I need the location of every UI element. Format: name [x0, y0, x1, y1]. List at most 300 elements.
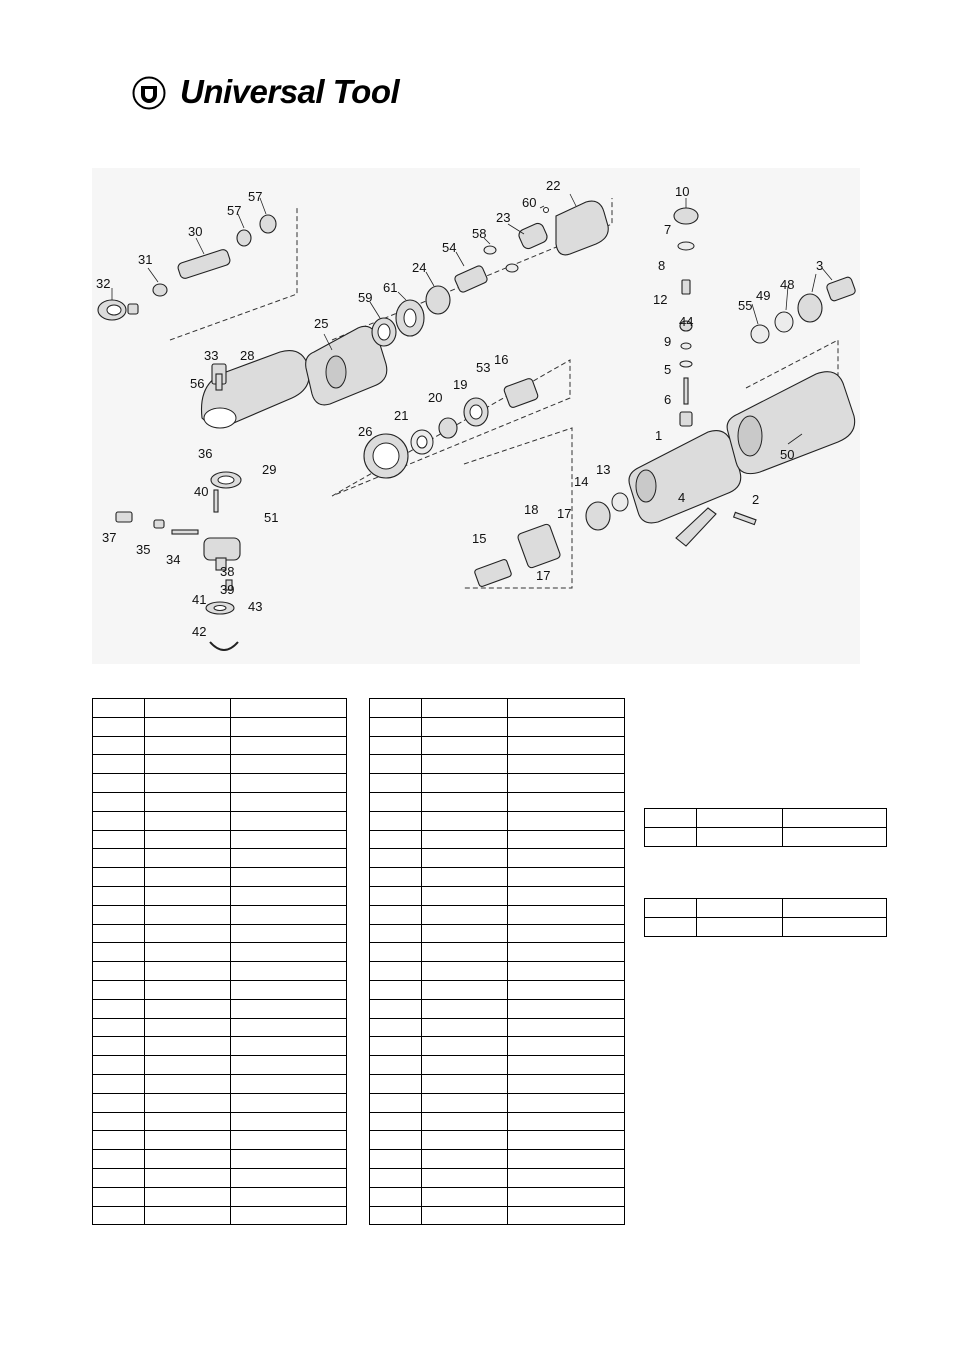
part-label: 5 — [664, 362, 672, 377]
table-cell — [231, 980, 347, 999]
table-cell — [231, 1093, 347, 1112]
part-label: 43 — [248, 599, 263, 614]
part-label: 51 — [264, 510, 279, 525]
part-label: 54 — [442, 240, 457, 255]
table-row — [93, 943, 347, 962]
table-cell — [370, 736, 422, 755]
table-row — [370, 1112, 625, 1131]
table-cell — [422, 1093, 508, 1112]
table-cell — [231, 1150, 347, 1169]
table-cell — [231, 962, 347, 981]
table-cell — [370, 980, 422, 999]
table-cell — [93, 699, 145, 718]
part-label: 2 — [752, 492, 760, 507]
table-row — [93, 905, 347, 924]
table-cell — [93, 755, 145, 774]
table-cell — [93, 980, 145, 999]
table-row — [93, 1018, 347, 1037]
part-label: 25 — [314, 316, 329, 331]
table-cell — [508, 999, 625, 1018]
table-row — [370, 1018, 625, 1037]
table-cell — [231, 830, 347, 849]
table-cell — [508, 943, 625, 962]
table-cell — [231, 924, 347, 943]
part-label: 9 — [664, 334, 672, 349]
table-cell — [93, 943, 145, 962]
table-cell — [508, 736, 625, 755]
part-label: 28 — [240, 348, 255, 363]
table-cell — [370, 811, 422, 830]
part-label: 60 — [522, 195, 537, 210]
parts-table-left — [92, 698, 347, 1225]
table-cell — [145, 924, 231, 943]
table-cell — [697, 809, 783, 828]
table-cell — [231, 905, 347, 924]
table-row — [370, 943, 625, 962]
part-label: 56 — [190, 376, 205, 391]
table-row — [93, 1150, 347, 1169]
table-cell — [145, 962, 231, 981]
table-row — [93, 736, 347, 755]
table-row — [370, 962, 625, 981]
table-cell — [93, 1037, 145, 1056]
table-row — [93, 849, 347, 868]
table-cell — [422, 1206, 508, 1225]
table-cell — [231, 1131, 347, 1150]
table-cell — [145, 736, 231, 755]
table-row — [370, 999, 625, 1018]
table-row — [370, 1150, 625, 1169]
table-cell — [508, 755, 625, 774]
table-cell — [422, 886, 508, 905]
table-cell — [508, 717, 625, 736]
table-cell — [231, 999, 347, 1018]
table-row — [370, 755, 625, 774]
table-cell — [231, 1187, 347, 1206]
part-label: 32 — [96, 276, 111, 291]
table-cell — [422, 943, 508, 962]
table-cell — [93, 1093, 145, 1112]
table-cell — [370, 868, 422, 887]
part-label: 29 — [262, 462, 277, 477]
table-cell — [370, 792, 422, 811]
table-cell — [422, 1131, 508, 1150]
part-label: 59 — [358, 290, 373, 305]
table-cell — [422, 1074, 508, 1093]
part-label: 1 — [655, 428, 663, 443]
table-cell — [145, 1187, 231, 1206]
table-cell — [645, 917, 697, 936]
table-cell — [422, 1187, 508, 1206]
table-row — [93, 717, 347, 736]
part-label: 18 — [524, 502, 539, 517]
table-row — [93, 962, 347, 981]
table-row — [370, 774, 625, 793]
table-cell — [145, 849, 231, 868]
table-cell — [145, 1168, 231, 1187]
table-row — [370, 1131, 625, 1150]
table-cell — [145, 1131, 231, 1150]
table-cell — [422, 868, 508, 887]
part-label: 42 — [192, 624, 207, 639]
table-cell — [422, 699, 508, 718]
part-label: 4 — [678, 490, 686, 505]
table-cell — [93, 962, 145, 981]
part-label: 20 — [428, 390, 443, 405]
table-cell — [93, 1056, 145, 1075]
table-cell — [422, 1112, 508, 1131]
table-cell — [508, 905, 625, 924]
table-cell — [145, 1037, 231, 1056]
table-cell — [422, 1168, 508, 1187]
table-cell — [370, 849, 422, 868]
table-cell — [231, 792, 347, 811]
part-label: 55 — [738, 298, 753, 313]
parts-table-small-1 — [644, 808, 887, 847]
table-row — [93, 999, 347, 1018]
table-cell — [231, 736, 347, 755]
part-label: 39 — [220, 582, 235, 597]
table-cell — [422, 924, 508, 943]
part-label: 57 — [248, 189, 263, 204]
table-row — [370, 717, 625, 736]
table-cell — [93, 924, 145, 943]
part-label: 49 — [756, 288, 771, 303]
part-label: 12 — [653, 292, 668, 307]
table-cell — [145, 811, 231, 830]
table-cell — [508, 1131, 625, 1150]
part-callouts — [92, 168, 860, 664]
table-row — [93, 774, 347, 793]
table-row — [93, 1112, 347, 1131]
table-cell — [422, 1150, 508, 1169]
table-row — [93, 1168, 347, 1187]
table-row — [645, 917, 887, 936]
table-row — [93, 755, 347, 774]
table-cell — [422, 792, 508, 811]
table-row — [370, 792, 625, 811]
table-cell — [697, 917, 783, 936]
table-cell — [231, 849, 347, 868]
table-cell — [370, 1056, 422, 1075]
part-label: 41 — [192, 592, 207, 607]
table-cell — [231, 1206, 347, 1225]
table-cell — [508, 811, 625, 830]
part-label: 17 — [536, 568, 551, 583]
table-cell — [231, 1074, 347, 1093]
table-cell — [422, 755, 508, 774]
table-cell — [231, 1112, 347, 1131]
table-cell — [231, 1018, 347, 1037]
table-cell — [145, 1056, 231, 1075]
table-cell — [422, 811, 508, 830]
part-label: 24 — [412, 260, 427, 275]
table-row — [370, 924, 625, 943]
part-label: 21 — [394, 408, 409, 423]
table-cell — [422, 962, 508, 981]
table-row — [370, 736, 625, 755]
table-cell — [370, 1206, 422, 1225]
table-row — [93, 1093, 347, 1112]
table-cell — [370, 830, 422, 849]
table-cell — [93, 999, 145, 1018]
part-label: 57 — [227, 203, 242, 218]
table-cell — [93, 1150, 145, 1169]
table-cell — [422, 736, 508, 755]
table-row — [370, 830, 625, 849]
table-row — [93, 1206, 347, 1225]
table-cell — [231, 1037, 347, 1056]
table-cell — [93, 792, 145, 811]
part-label: 35 — [136, 542, 151, 557]
table-cell — [145, 792, 231, 811]
part-label: 44 — [679, 314, 694, 329]
table-cell — [508, 886, 625, 905]
table-cell — [645, 827, 697, 846]
table-cell — [145, 886, 231, 905]
table-cell — [93, 905, 145, 924]
part-label: 22 — [546, 178, 561, 193]
table-cell — [508, 980, 625, 999]
part-label: 40 — [194, 484, 209, 499]
brand-logo — [132, 72, 452, 112]
table-cell — [645, 899, 697, 918]
table-cell — [231, 755, 347, 774]
table-cell — [697, 827, 783, 846]
table-cell — [145, 1093, 231, 1112]
table-cell — [145, 830, 231, 849]
part-label: 38 — [220, 564, 235, 579]
part-label: 23 — [496, 210, 511, 225]
table-cell — [93, 1168, 145, 1187]
table-cell — [93, 886, 145, 905]
part-label: 17 — [557, 506, 572, 521]
table-cell — [508, 830, 625, 849]
part-label: 3 — [816, 258, 824, 273]
table-cell — [145, 905, 231, 924]
table-cell — [508, 868, 625, 887]
universal-tool-logo-icon — [132, 76, 166, 110]
table-cell — [508, 1112, 625, 1131]
part-label: 61 — [383, 280, 398, 295]
table-cell — [231, 868, 347, 887]
part-label: 37 — [102, 530, 117, 545]
table-cell — [145, 943, 231, 962]
part-label: 48 — [780, 277, 795, 292]
part-label: 58 — [472, 226, 487, 241]
part-label: 53 — [476, 360, 491, 375]
part-label: 14 — [574, 474, 589, 489]
part-label: 50 — [780, 447, 795, 462]
table-cell — [93, 774, 145, 793]
table-row — [93, 1056, 347, 1075]
table-cell — [508, 774, 625, 793]
table-cell — [370, 1150, 422, 1169]
table-cell — [370, 999, 422, 1018]
part-label: 15 — [472, 531, 487, 546]
part-label: 16 — [494, 352, 509, 367]
table-cell — [145, 980, 231, 999]
table-row — [370, 868, 625, 887]
table-cell — [93, 1112, 145, 1131]
table-cell — [370, 699, 422, 718]
table-row — [93, 699, 347, 718]
table-cell — [231, 717, 347, 736]
table-cell — [422, 849, 508, 868]
table-cell — [370, 924, 422, 943]
table-cell — [370, 1187, 422, 1206]
table-cell — [145, 868, 231, 887]
table-cell — [145, 1112, 231, 1131]
table-cell — [231, 811, 347, 830]
table-row — [93, 868, 347, 887]
table-cell — [370, 1018, 422, 1037]
table-cell — [231, 943, 347, 962]
part-label: 8 — [658, 258, 666, 273]
table-cell — [145, 699, 231, 718]
part-label: 36 — [198, 446, 213, 461]
table-cell — [93, 1018, 145, 1037]
table-cell — [370, 905, 422, 924]
table-cell — [93, 1206, 145, 1225]
table-cell — [93, 849, 145, 868]
table-cell — [370, 774, 422, 793]
parts-table-right — [369, 698, 625, 1225]
table-cell — [645, 809, 697, 828]
table-cell — [422, 774, 508, 793]
part-label: 6 — [664, 392, 672, 407]
table-row — [93, 1037, 347, 1056]
table-cell — [508, 1037, 625, 1056]
part-label: 26 — [358, 424, 373, 439]
table-row — [645, 827, 887, 846]
table-row — [370, 849, 625, 868]
table-cell — [422, 980, 508, 999]
part-label: 13 — [596, 462, 611, 477]
table-cell — [231, 1168, 347, 1187]
table-row — [93, 924, 347, 943]
table-cell — [231, 1056, 347, 1075]
table-cell — [370, 943, 422, 962]
table-cell — [783, 827, 887, 846]
table-row — [370, 1074, 625, 1093]
brand-name: Universal Tool — [180, 73, 400, 110]
table-cell — [508, 699, 625, 718]
table-cell — [93, 736, 145, 755]
part-label: 19 — [453, 377, 468, 392]
table-cell — [422, 999, 508, 1018]
table-row — [370, 1168, 625, 1187]
table-cell — [508, 1074, 625, 1093]
table-row — [370, 1056, 625, 1075]
table-row — [370, 980, 625, 999]
table-cell — [231, 699, 347, 718]
part-label: 30 — [188, 224, 203, 239]
table-row — [93, 980, 347, 999]
table-row — [370, 699, 625, 718]
table-cell — [783, 899, 887, 918]
table-cell — [508, 1093, 625, 1112]
table-cell — [508, 1150, 625, 1169]
table-cell — [508, 1187, 625, 1206]
table-cell — [508, 924, 625, 943]
table-cell — [370, 886, 422, 905]
table-cell — [508, 1168, 625, 1187]
table-cell — [422, 1037, 508, 1056]
table-cell — [93, 811, 145, 830]
table-row — [93, 1131, 347, 1150]
table-cell — [422, 1056, 508, 1075]
table-cell — [508, 962, 625, 981]
table-cell — [231, 886, 347, 905]
table-cell — [370, 1131, 422, 1150]
table-cell — [422, 830, 508, 849]
part-label: 34 — [166, 552, 181, 567]
table-cell — [422, 905, 508, 924]
table-row — [370, 905, 625, 924]
table-cell — [370, 755, 422, 774]
table-cell — [93, 717, 145, 736]
table-cell — [145, 717, 231, 736]
table-cell — [93, 830, 145, 849]
table-row — [93, 830, 347, 849]
table-cell — [145, 1206, 231, 1225]
table-cell — [508, 1018, 625, 1037]
table-row — [370, 1187, 625, 1206]
parts-table-small-2 — [644, 898, 887, 937]
table-cell — [422, 1018, 508, 1037]
table-cell — [370, 1168, 422, 1187]
table-cell — [783, 809, 887, 828]
table-row — [370, 1093, 625, 1112]
table-cell — [93, 868, 145, 887]
table-cell — [370, 962, 422, 981]
table-cell — [422, 717, 508, 736]
table-cell — [145, 755, 231, 774]
table-cell — [145, 774, 231, 793]
part-label: 33 — [204, 348, 219, 363]
table-cell — [145, 1018, 231, 1037]
table-cell — [370, 717, 422, 736]
table-cell — [370, 1037, 422, 1056]
table-cell — [783, 917, 887, 936]
table-cell — [697, 899, 783, 918]
part-label: 31 — [138, 252, 153, 267]
table-row — [645, 809, 887, 828]
table-row — [93, 886, 347, 905]
table-cell — [145, 999, 231, 1018]
table-cell — [231, 774, 347, 793]
table-cell — [508, 849, 625, 868]
table-cell — [145, 1150, 231, 1169]
part-label: 7 — [664, 222, 672, 237]
table-cell — [93, 1074, 145, 1093]
table-cell — [508, 1206, 625, 1225]
table-cell — [508, 792, 625, 811]
table-cell — [145, 1074, 231, 1093]
table-row — [370, 886, 625, 905]
table-row — [93, 1074, 347, 1093]
table-row — [93, 811, 347, 830]
table-cell — [370, 1112, 422, 1131]
table-row — [93, 1187, 347, 1206]
table-row — [645, 899, 887, 918]
table-cell — [93, 1187, 145, 1206]
table-cell — [508, 1056, 625, 1075]
table-cell — [370, 1074, 422, 1093]
table-row — [370, 811, 625, 830]
table-cell — [93, 1131, 145, 1150]
